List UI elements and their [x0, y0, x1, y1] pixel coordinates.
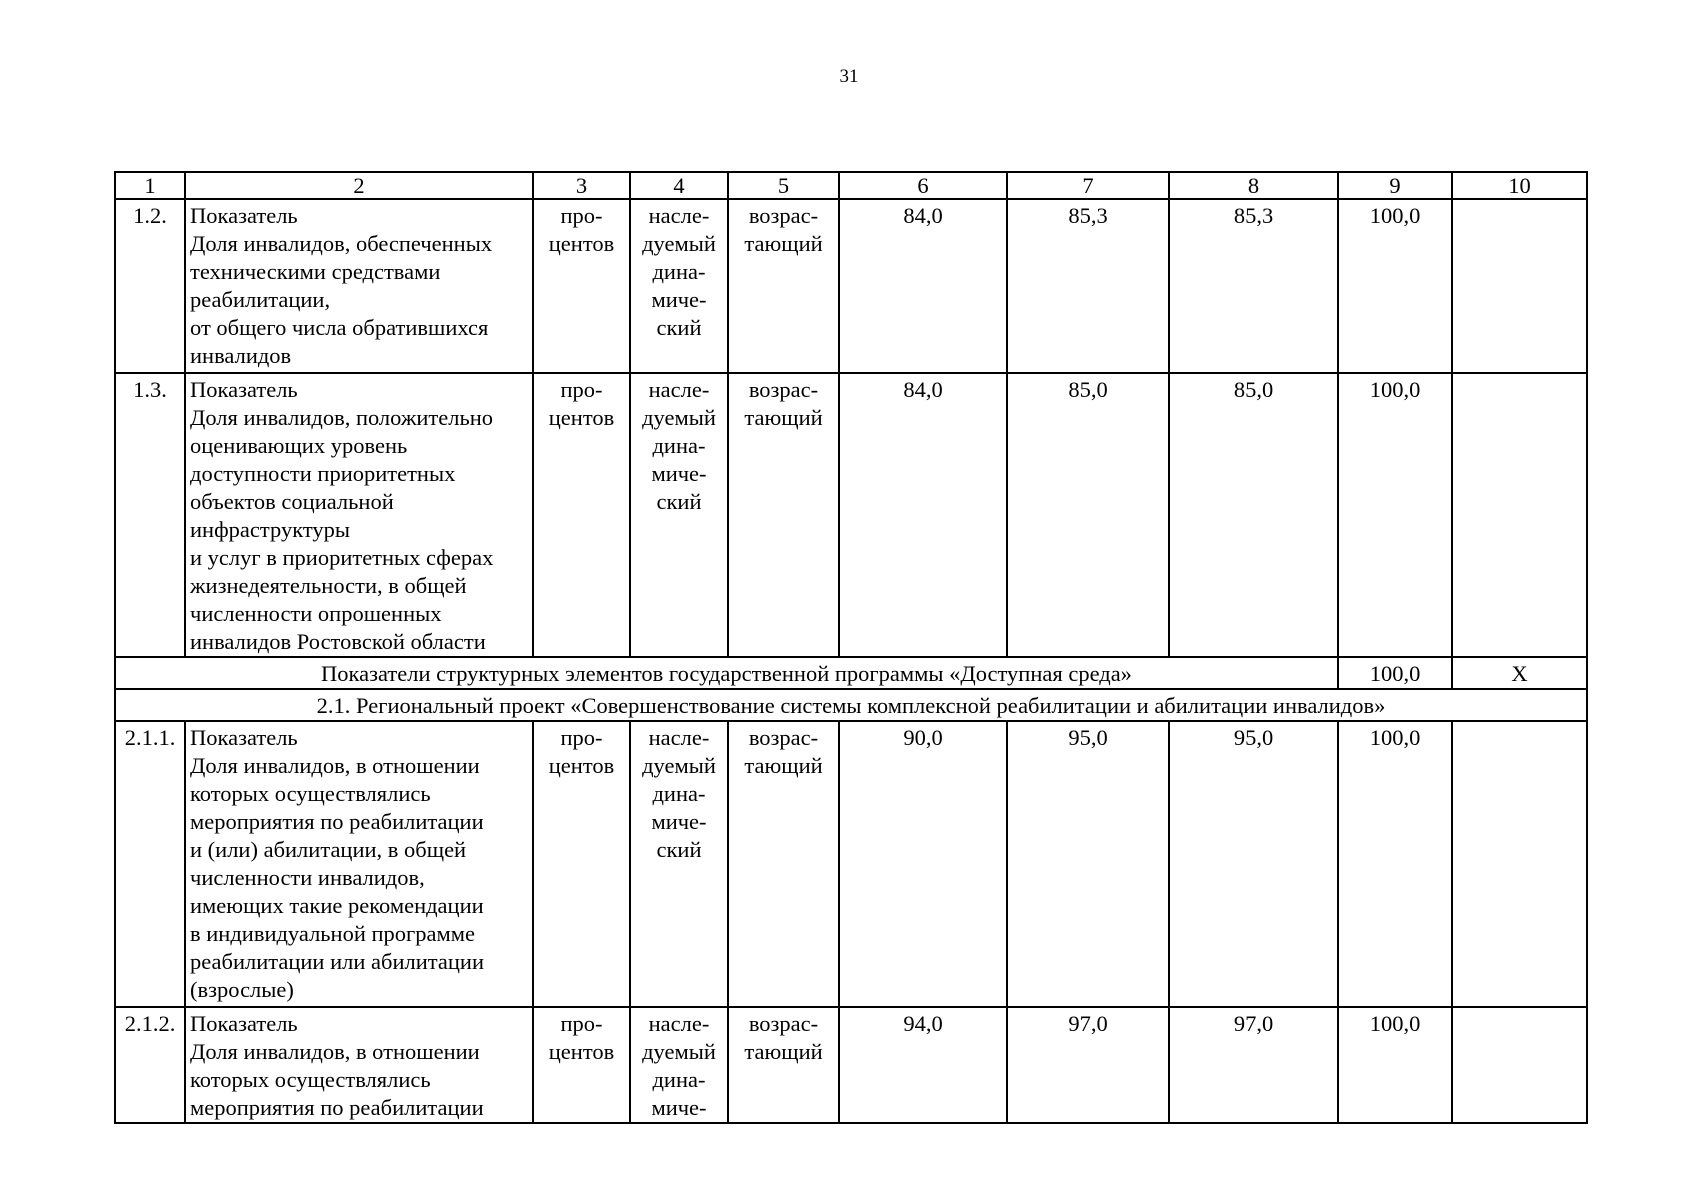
indicator-type-line: ский	[656, 315, 702, 340]
indicator-name-line: Доля инвалидов, обеспеченных	[190, 231, 493, 256]
indicator-type-line: ский	[656, 837, 702, 862]
indicator-type	[630, 721, 728, 1007]
indicator-unit	[533, 199, 630, 373]
value-col-8: 85,3	[1169, 199, 1338, 373]
indicator-direction	[728, 373, 839, 657]
value-col-10	[1452, 1007, 1587, 1123]
indicator-type-line: дуемый	[642, 1039, 716, 1064]
indicator-name-line: (взрослые)	[190, 977, 294, 1002]
summary-row	[115, 657, 1587, 689]
value-col-10	[1452, 373, 1587, 657]
indicator-number: 1.3.	[115, 373, 185, 657]
value-col-6: 94,0	[839, 1007, 1007, 1123]
indicator-name	[185, 199, 533, 373]
indicator-name-line: Показатель	[190, 203, 298, 228]
indicator-number: 2.1.1.	[115, 721, 185, 1007]
indicator-name-line: Доля инвалидов, в отношении	[190, 753, 480, 778]
indicator-direction-line: тающий	[744, 753, 823, 778]
indicator-direction-line: тающий	[744, 231, 823, 256]
indicator-name-line: Показатель	[190, 377, 298, 402]
indicator-type	[630, 373, 728, 657]
indicator-type-line: дуемый	[642, 405, 716, 430]
indicator-unit	[533, 721, 630, 1007]
header-cell-7: 7	[1007, 172, 1169, 199]
indicator-type-line: дина-	[652, 433, 706, 458]
indicator-name-line: которых осуществлялись	[190, 1067, 431, 1092]
indicator-unit-line: про-	[560, 725, 603, 750]
indicator-name-line: от общего числа обратившихся	[190, 315, 489, 340]
value-col-9: 100,0	[1338, 199, 1452, 373]
indicator-row	[115, 1007, 1587, 1123]
value-col-10	[1452, 721, 1587, 1007]
value-col-9: 100,0	[1338, 1007, 1452, 1123]
indicator-name	[185, 721, 533, 1007]
value-col-6: 84,0	[839, 199, 1007, 373]
summary-col-9: 100,0	[1338, 657, 1452, 689]
indicator-unit	[533, 373, 630, 657]
indicator-name-line: имеющих такие рекомендации	[190, 893, 484, 918]
header-cell-10: 10	[1452, 172, 1587, 199]
indicator-type-line: дуемый	[642, 753, 716, 778]
indicator-number: 1.2.	[115, 199, 185, 373]
value-col-8: 95,0	[1169, 721, 1338, 1007]
indicator-name-line: жизнедеятельности, в общей	[190, 573, 467, 598]
indicator-direction	[728, 1007, 839, 1123]
indicator-type	[630, 199, 728, 373]
indicator-name-line: техническими средствами	[190, 259, 441, 284]
indicator-name-line: реабилитации,	[190, 287, 331, 312]
indicator-name-line: мероприятия по реабилитации	[190, 1095, 484, 1120]
indicator-name-line: Показатель	[190, 725, 298, 750]
indicator-direction-line: возрас-	[748, 203, 819, 228]
indicator-name-line: которых осуществлялись	[190, 781, 431, 806]
indicator-direction-line: возрас-	[748, 1011, 819, 1036]
indicator-row	[115, 721, 1587, 1007]
indicator-row	[115, 199, 1587, 373]
header-row	[115, 172, 1587, 199]
indicator-name-line: Доля инвалидов, в отношении	[190, 1039, 480, 1064]
indicator-name-line: в индивидуальной программе	[190, 921, 475, 946]
indicator-unit-line: центов	[548, 405, 615, 430]
indicator-type-line: дина-	[652, 781, 706, 806]
indicator-type-line: миче-	[651, 461, 707, 486]
summary-title: Показатели структурных элементов государственной программы «Доступная среда»	[115, 657, 1338, 689]
summary-col-10: X	[1452, 657, 1587, 689]
indicator-type-line: дуемый	[642, 231, 716, 256]
indicator-direction	[728, 721, 839, 1007]
indicator-name-line: мероприятия по реабилитации	[190, 809, 484, 834]
indicator-type-line: дина-	[652, 1067, 706, 1092]
value-col-9: 100,0	[1338, 721, 1452, 1007]
indicator-name	[185, 373, 533, 657]
indicator-type-line: миче-	[651, 1095, 707, 1120]
indicator-name-line: и (или) абилитации, в общей	[190, 837, 467, 862]
indicator-name-line: численности опрошенных	[190, 601, 442, 626]
section-title: 2.1. Региональный проект «Совершенствование системы комплексной реабилитации и абилитации инвалидов»	[115, 689, 1587, 721]
value-col-8: 97,0	[1169, 1007, 1338, 1123]
value-col-7: 85,3	[1007, 199, 1169, 373]
indicator-name-line: доступности приоритетных	[190, 461, 456, 486]
indicator-type	[630, 1007, 728, 1123]
indicator-row	[115, 373, 1587, 657]
indicator-name-line: оценивающих уровень	[190, 433, 408, 458]
header-cell-8: 8	[1169, 172, 1338, 199]
indicator-unit-line: центов	[548, 231, 615, 256]
indicator-name-line: Показатель	[190, 1011, 298, 1036]
value-col-7: 97,0	[1007, 1007, 1169, 1123]
value-col-7: 95,0	[1007, 721, 1169, 1007]
indicator-type-line: насле-	[648, 725, 710, 750]
header-cell-5: 5	[728, 172, 839, 199]
header-cell-2: 2	[185, 172, 533, 199]
indicator-name	[185, 1007, 533, 1123]
indicator-unit-line: про-	[560, 1011, 603, 1036]
indicator-type-line: насле-	[648, 377, 710, 402]
indicator-name-line: и услуг в приоритетных сферах	[190, 545, 494, 570]
indicator-type-line: дина-	[652, 259, 706, 284]
header-cell-1: 1	[115, 172, 185, 199]
table-body	[115, 172, 1587, 1123]
value-col-10	[1452, 199, 1587, 373]
header-cell-9: 9	[1338, 172, 1452, 199]
indicator-unit-line: про-	[560, 377, 603, 402]
indicator-direction	[728, 199, 839, 373]
value-col-9: 100,0	[1338, 373, 1452, 657]
indicator-direction-line: тающий	[744, 405, 823, 430]
indicator-name-line: Доля инвалидов, положительно	[190, 405, 494, 430]
indicator-name-line: инвалидов	[190, 343, 292, 368]
indicator-direction-line: возрас-	[748, 377, 819, 402]
indicator-name-line: инвалидов Ростовской области	[190, 629, 486, 654]
indicator-name-line: инфраструктуры	[190, 517, 350, 542]
indicators-table	[114, 171, 1588, 1124]
page-number: 31	[839, 66, 859, 87]
header-cell-4: 4	[630, 172, 728, 199]
indicator-unit-line: про-	[560, 203, 603, 228]
indicator-name-line: реабилитации или абилитации	[190, 949, 484, 974]
value-col-6: 90,0	[839, 721, 1007, 1007]
indicator-unit	[533, 1007, 630, 1123]
value-col-8: 85,0	[1169, 373, 1338, 657]
indicator-direction-line: тающий	[744, 1039, 823, 1064]
indicator-type-line: ский	[656, 489, 702, 514]
indicator-type-line: миче-	[651, 809, 707, 834]
indicator-name-line: объектов социальной	[190, 489, 394, 514]
value-col-7: 85,0	[1007, 373, 1169, 657]
indicator-type-line: насле-	[648, 203, 710, 228]
indicator-number: 2.1.2.	[115, 1007, 185, 1123]
indicator-unit-line: центов	[548, 1039, 615, 1064]
section-row	[115, 689, 1587, 721]
indicator-type-line: миче-	[651, 287, 707, 312]
indicator-name-line: численности инвалидов,	[190, 865, 425, 890]
indicator-type-line: насле-	[648, 1011, 710, 1036]
header-cell-6: 6	[839, 172, 1007, 199]
header-cell-3: 3	[533, 172, 630, 199]
value-col-6: 84,0	[839, 373, 1007, 657]
indicator-unit-line: центов	[548, 753, 615, 778]
indicator-direction-line: возрас-	[748, 725, 819, 750]
